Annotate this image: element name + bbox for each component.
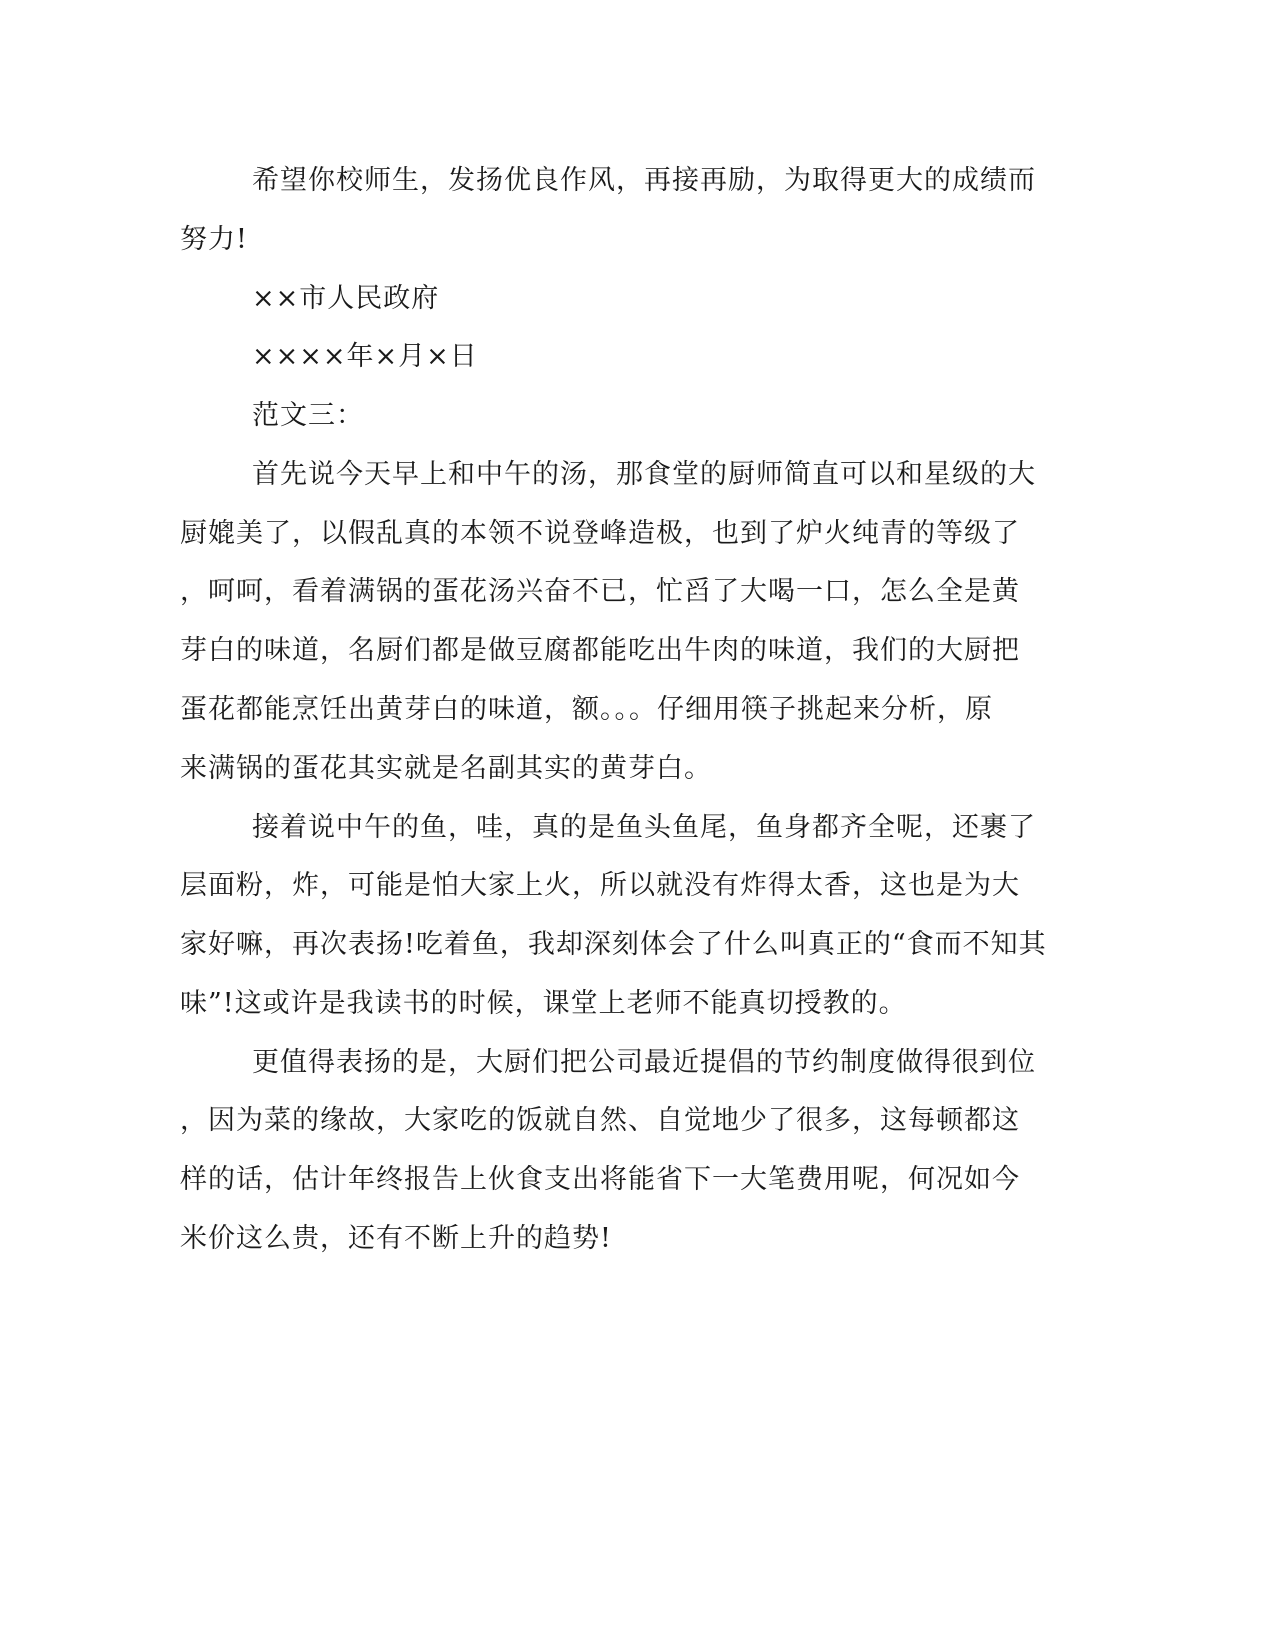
paragraph-1-line-1: 希望你校师生，发扬优良作风，再接再励，为取得更大的成绩而	[252, 165, 1036, 196]
paragraph-2-line-4: 芽白的味道，名厨们都是做豆腐都能吃出牛肉的味道，我们的大厨把	[180, 635, 1020, 666]
section-heading: 范文三：	[252, 400, 364, 431]
paragraph-4-line-3: 样的话，估计年终报告上伙食支出将能省下一大笔费用呢，何况如今	[180, 1164, 1020, 1195]
paragraph-2-line-2: 厨媲美了，以假乱真的本领不说登峰造极，也到了炉火纯青的等级了	[180, 518, 1020, 549]
paragraph-3-line-3: 家好嘛，再次表扬!吃着鱼，我却深刻体会了什么叫真正的“食而不知其	[180, 929, 1047, 960]
paragraph-2-line-1: 首先说今天早上和中午的汤，那食堂的厨师简直可以和星级的大	[252, 459, 1036, 490]
signature-organization: ××市人民政府	[252, 283, 440, 314]
paragraph-3-line-4: 味”!这或许是我读书的时候，课堂上老师不能真切授教的。	[180, 988, 907, 1019]
signature-date: ××××年×月×日	[252, 341, 478, 372]
paragraph-4-line-1: 更值得表扬的是，大厨们把公司最近提倡的节约制度做得很到位	[252, 1047, 1036, 1078]
paragraph-2-line-3: ，呵呵，看着满锅的蛋花汤兴奋不已，忙舀了大喝一口，怎么全是黄	[180, 576, 1020, 607]
paragraph-2-line-5: 蛋花都能烹饪出黄芽白的味道，额。。。仔细用筷子挑起来分析，原	[180, 694, 993, 725]
paragraph-3-line-2: 层面粉，炸，可能是怕大家上火，所以就没有炸得太香，这也是为大	[180, 870, 1020, 901]
paragraph-1-line-2: 努力!	[180, 224, 248, 255]
paragraph-4-line-4: 米价这么贵，还有不断上升的趋势!	[180, 1223, 612, 1254]
paragraph-4-line-2: ，因为菜的缘故，大家吃的饭就自然、自觉地少了很多，这每顿都这	[180, 1105, 1020, 1136]
paragraph-3-line-1: 接着说中午的鱼，哇，真的是鱼头鱼尾，鱼身都齐全呢，还裹了	[252, 812, 1036, 843]
paragraph-2-line-6: 来满锅的蛋花其实就是名副其实的黄芽白。	[180, 753, 712, 784]
